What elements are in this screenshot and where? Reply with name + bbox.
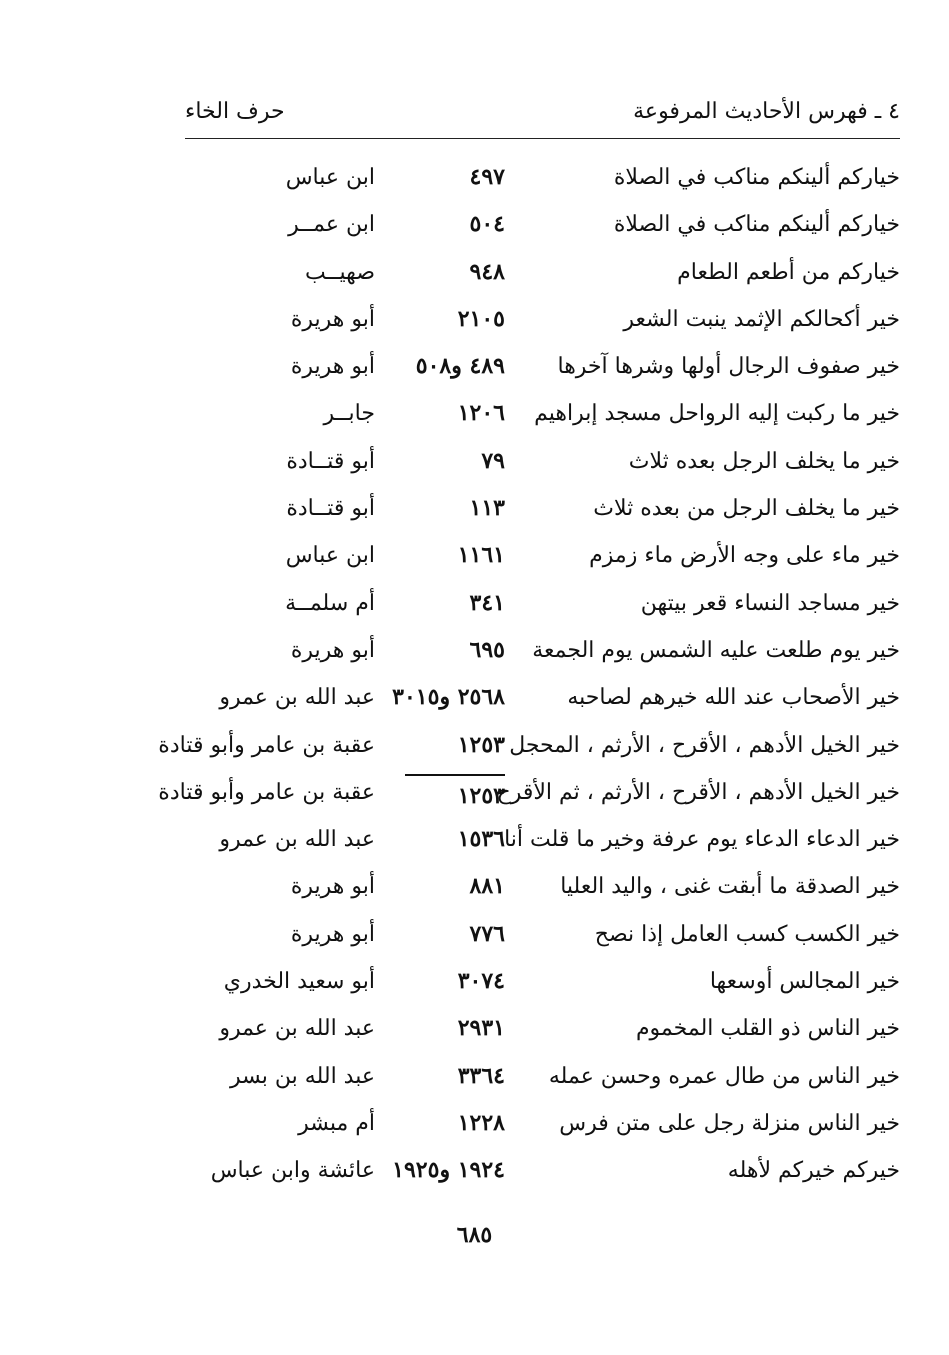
narrator: عبد الله بن عمرو <box>219 1016 375 1042</box>
hadith-number: ٦٩٥ <box>469 636 505 663</box>
index-entry <box>170 958 900 1005</box>
hadith-text: خير الخيل الأدهم ، الأقرح ، الأرثم ، المحجل <box>509 732 900 758</box>
narrator: أبو قتــادة <box>286 496 375 522</box>
index-entry <box>170 201 900 248</box>
hadith-text: خير ما يخلف الرجل من بعده ثلاث <box>593 496 900 522</box>
index-entry <box>170 1100 900 1147</box>
index-entry <box>170 532 900 579</box>
narrator: أبو قتــادة <box>286 448 375 474</box>
hadith-text: خير ما ركبت إليه الرواحل مسجد إبراهيم <box>534 401 900 427</box>
page-number: ٦٨٥ <box>456 1222 493 1248</box>
hadith-number: ٨٨١ <box>469 873 505 900</box>
index-entry <box>170 627 900 674</box>
chapter-title: ٤ ـ فهرس الأحاديث المرفوعة <box>633 99 900 124</box>
hadith-text: خياركم من أطعم الطعام <box>677 259 900 285</box>
hadith-index-list <box>158 154 900 1195</box>
hadith-number: ٤٨٩ و٥٠٨ <box>415 353 505 380</box>
narrator: عبد الله بن عمرو <box>219 827 375 853</box>
narrator: أم سلمــة <box>285 590 375 616</box>
index-entry <box>158 769 900 816</box>
hadith-text: خير الدعاء الدعاء يوم عرفة وخير ما قلت أنا <box>504 827 900 853</box>
narrator: أبو سعيد الخدري <box>223 969 375 995</box>
narrator: أبو هريرة <box>290 874 375 900</box>
index-entry <box>170 1053 900 1100</box>
index-entry <box>170 296 900 343</box>
hadith-number: ٣٤١ <box>469 589 505 616</box>
hadith-text: خير صفوف الرجال أولها وشرها آخرها <box>557 354 900 380</box>
hadith-number: ٧٩ <box>481 447 505 474</box>
hadith-number: ١٢٥٣ <box>457 731 505 758</box>
hadith-number: ٤٩٧ <box>469 164 505 190</box>
narrator: ابن عباس <box>285 165 375 190</box>
hadith-text: خير الناس من طال عمره وحسن عمله <box>548 1063 900 1089</box>
hadith-text: خير أكحالكم الإثمد ينبت الشعر <box>623 306 900 332</box>
narrator: عقبة بن عامر وأبو قتادة <box>158 732 375 758</box>
narrator: أبو هريرة <box>290 637 375 663</box>
index-entry <box>170 249 900 296</box>
hadith-number: ٢١٠٥ <box>457 305 505 332</box>
hadith-text: خير الكسب كسب العامل إذا نصح <box>594 921 900 947</box>
hadith-number: ٧٧٦ <box>469 920 505 947</box>
hadith-text: خير ما يخلف الرجل بعده ثلاث <box>628 448 900 474</box>
hadith-number: ٢٩٣١ <box>457 1015 505 1042</box>
hadith-text: خير الأصحاب عند الله خيرهم لصاحبه <box>567 685 900 711</box>
hadith-number: ١٢٠٦ <box>457 400 505 427</box>
section-title: حرف الخاء <box>185 99 285 124</box>
narrator: ابن عمــر <box>288 212 375 238</box>
hadith-number: ١٥٣٦ <box>457 826 505 853</box>
narrator: أبو هريرة <box>290 921 375 947</box>
index-entry <box>170 485 900 532</box>
index-entry <box>170 1005 900 1052</box>
narrator: أبو هريرة <box>290 306 375 332</box>
running-header <box>185 92 900 132</box>
narrator: ابن عباس <box>285 543 375 569</box>
narrator: أبو هريرة <box>290 354 375 380</box>
narrator: عبد الله بن عمرو <box>219 685 375 711</box>
hadith-number: ١٢٢٨ <box>457 1109 505 1136</box>
index-entry <box>158 722 900 769</box>
narrator: صهيــب <box>305 259 375 285</box>
hadith-text: خياركم ألينكم مناكب في الصلاة <box>613 165 900 190</box>
hadith-text: خير الصدقة ما أبقت غنى ، واليد العليا <box>560 874 900 900</box>
hadith-number: ٣٣٦٤ <box>457 1062 505 1089</box>
hadith-number: ٣٠٧٤ <box>457 968 505 995</box>
hadith-number: ١٢٥٣ <box>405 774 505 816</box>
hadith-text: خير مساجد النساء قعر بيتهن <box>640 590 900 616</box>
index-entry <box>170 816 900 863</box>
index-entry <box>170 154 900 201</box>
index-entry <box>170 580 900 627</box>
hadith-number: ٥٠٤ <box>469 211 505 238</box>
hadith-text: خير المجالس أوسعها <box>709 969 900 995</box>
hadith-text: خير ماء على وجه الأرض ماء زمزم <box>589 543 900 569</box>
header-rule <box>185 138 900 139</box>
narrator: أم مبشر <box>298 1110 375 1136</box>
hadith-number: ١١٣ <box>469 495 505 522</box>
hadith-text: خير الخيل الأدهم ، الأقرح ، الأرثم ، ثم الأقرح <box>496 779 900 805</box>
narrator: عقبة بن عامر وأبو قتادة <box>158 779 375 805</box>
narrator: عبد الله بن بسر <box>230 1063 375 1089</box>
hadith-number: ١٩٢٤ و١٩٢٥ <box>392 1157 505 1184</box>
index-entry <box>170 911 900 958</box>
narrator: جابــر <box>323 401 375 427</box>
hadith-text: خياركم ألينكم مناكب في الصلاة <box>613 212 900 238</box>
hadith-text: خير الناس منزلة رجل على متن فرس <box>559 1110 900 1136</box>
hadith-text: خير الناس ذو القلب المخموم <box>635 1016 900 1042</box>
index-entry <box>170 390 900 437</box>
index-entry <box>170 1147 900 1194</box>
hadith-text: خيركم خيركم لأهله <box>727 1158 900 1184</box>
narrator: عائشة وابن عباس <box>210 1158 375 1184</box>
hadith-number: ١١٦١ <box>457 542 505 569</box>
hadith-number: ٢٥٦٨ و٣٠١٥ <box>392 684 505 711</box>
index-entry <box>170 438 900 485</box>
hadith-number: ٩٤٨ <box>469 258 505 285</box>
index-entry <box>170 343 900 390</box>
index-entry <box>170 674 900 721</box>
index-entry <box>170 863 900 910</box>
hadith-text: خير يوم طلعت عليه الشمس يوم الجمعة <box>532 637 900 663</box>
